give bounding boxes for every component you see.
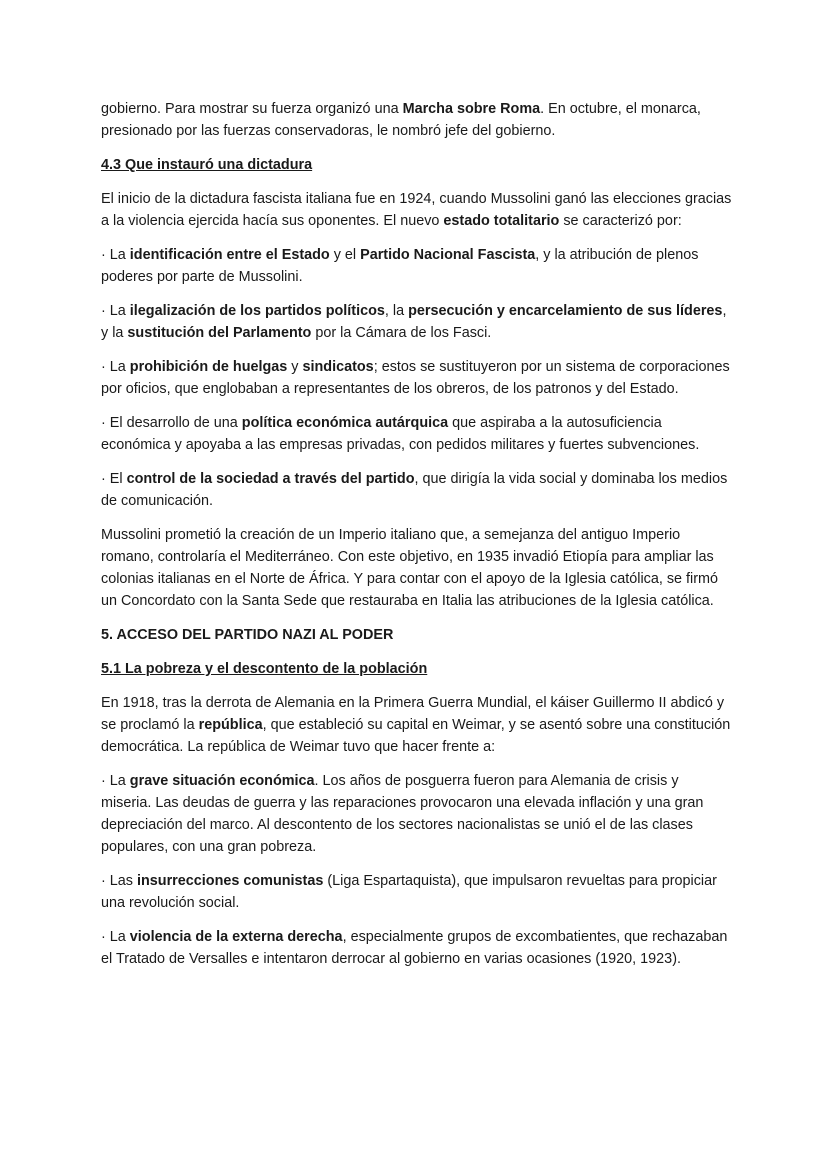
bold-text: estado totalitario: [443, 213, 560, 229]
bold-text: Partido Nacional Fascista: [360, 247, 536, 263]
text-run: · La: [101, 247, 130, 263]
body-paragraph: [101, 926, 732, 970]
text-run: En 1918, tras la derrota de Alemania en la Primera Guerra Mundial, el káiser Guillermo II abdicó y se proclamó la: [101, 695, 725, 733]
text-run: 5.1 La pobreza y el descontento de la población: [101, 661, 428, 677]
body-paragraph: [101, 356, 732, 400]
text-run: . Los años de posguerra fueron para Alemania de crisis y miseria. Las deudas de guerra y las reparaciones provocaron una elevada inflación y una gran depreciación del marco. Al descontento de los sectores nacionalistas se unió el de las clases populares, con una gran pobreza.: [101, 773, 704, 855]
text-run: que aspiraba a la autosuficiencia económica y apoyaba a las empresas privadas, con pedidos militares y fuertes subvenciones.: [101, 415, 700, 453]
text-run: y: [287, 359, 303, 375]
text-run: · El: [101, 471, 127, 487]
text-run: , y la atribución de plenos poderes por parte de Mussolini.: [101, 247, 699, 285]
body-paragraph: [101, 524, 732, 612]
text-run: , la: [384, 303, 409, 319]
body-paragraph: [101, 188, 732, 232]
body-paragraph: [101, 300, 732, 344]
bold-text: Marcha sobre Roma: [402, 101, 541, 117]
text-run: por la Cámara de los Fasci.: [311, 325, 492, 341]
text-run: . En octubre, el monarca, presionado por las fuerzas conservadoras, le nombró jefe del gobierno.: [101, 101, 701, 139]
body-paragraph: [101, 770, 732, 858]
text-run: 4.3 Que instauró una dictadura: [101, 157, 313, 173]
bold-text: control de la sociedad a través del partido: [126, 471, 415, 487]
text-run: · La: [101, 303, 130, 319]
bold-text: violencia de la externa derecha: [129, 929, 343, 945]
bold-text: república: [198, 717, 263, 733]
bold-text: identificación entre el Estado: [129, 247, 330, 263]
text-run: ; estos se sustituyeron por un sistema de corporaciones por oficios, que englobaban a representantes de los obreros, de los patronos y del Estado.: [101, 359, 730, 397]
bold-text: ilegalización de los partidos políticos: [129, 303, 385, 319]
bold-text: sustitución del Parlamento: [127, 325, 312, 341]
section-heading: [101, 154, 732, 176]
text-run: · Las: [101, 873, 137, 889]
text-run: gobierno. Para mostrar su fuerza organizó una: [101, 101, 403, 117]
text-run: y el: [329, 247, 361, 263]
text-run: · El desarrollo de una: [101, 415, 242, 431]
bold-text: grave situación económica: [129, 773, 315, 789]
bold-text: política económica autárquica: [241, 415, 449, 431]
bold-text: insurrecciones comunistas: [137, 873, 324, 889]
text-run: · La: [101, 359, 130, 375]
bold-text: sindicatos: [302, 359, 374, 375]
bold-text: prohibición de huelgas: [129, 359, 288, 375]
text-run: , que estableció su capital en Weimar, y se asentó sobre una constitución democrática. La república de Weimar tuvo que hacer frente a:: [101, 717, 731, 755]
section-heading: [101, 658, 732, 680]
text-run: , y la: [101, 303, 727, 341]
body-paragraph: [101, 692, 732, 758]
text-run: · La: [101, 773, 130, 789]
text-run: se caracterizó por:: [559, 213, 682, 229]
section-heading: [101, 624, 732, 646]
body-paragraph: [101, 412, 732, 456]
text-run: , que dirigía la vida social y dominaba los medios de comunicación.: [101, 471, 728, 509]
body-paragraph: [101, 468, 732, 512]
bold-text: persecución y encarcelamiento de sus líderes: [408, 303, 723, 319]
body-paragraph: [101, 870, 732, 914]
text-run: · La: [101, 929, 130, 945]
body-paragraph: [101, 244, 732, 288]
body-paragraph: [101, 98, 732, 142]
text-run: , especialmente grupos de excombatientes, que rechazaban el Tratado de Versalles e intentaron derrocar al gobierno en varias ocasiones (1920, 1923).: [101, 929, 728, 967]
text-run: El inicio de la dictadura fascista italiana fue en 1924, cuando Mussolini ganó las elecciones gracias a la violencia ejercida hacía sus oponentes. El nuevo: [101, 191, 732, 229]
text-run: Mussolini prometió la creación de un Imperio italiano que, a semejanza del antiguo Imperio romano, controlaría el Mediterráneo. Con este objetivo, en 1935 invadió Etiopía para ampliar las colonias italianas en el Norte de África. Y para contar con el apoyo de la Iglesia católica, se firmó un Concordato con la Santa Sede que restauraba en Italia las atribuciones de la Iglesia católica.: [101, 527, 719, 609]
text-run: (Liga Espartaquista), que impulsaron revueltas para propiciar una revolución social.: [101, 873, 717, 911]
text-run: 5. ACCESO DEL PARTIDO NAZI AL PODER: [101, 627, 394, 643]
